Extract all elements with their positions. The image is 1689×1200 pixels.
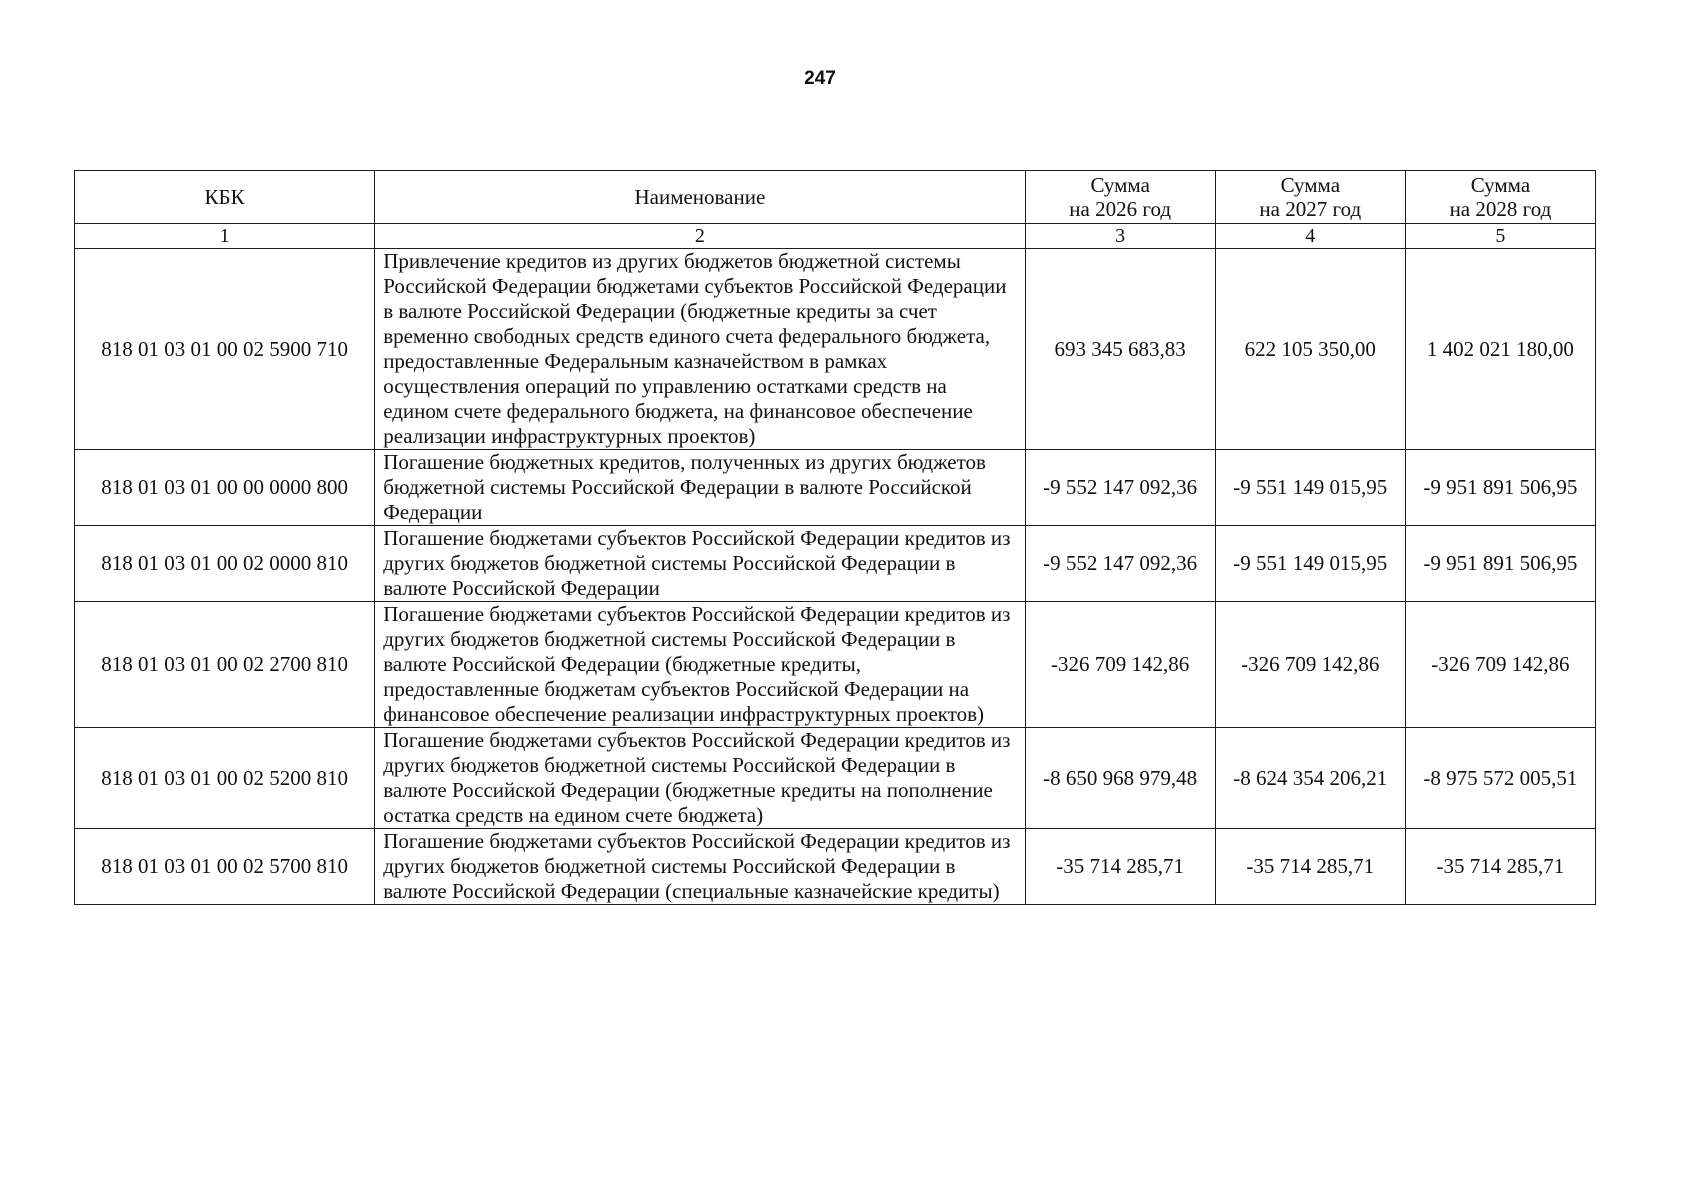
sum-2026-cell: 693 345 683,83 xyxy=(1025,249,1215,450)
sum-2028-cell: -326 709 142,86 xyxy=(1405,602,1595,728)
sum-2026-cell: -35 714 285,71 xyxy=(1025,829,1215,905)
header-sum-2028-line1: Сумма xyxy=(1470,173,1531,197)
sum-2027-cell: -9 551 149 015,95 xyxy=(1215,450,1405,526)
sum-2027-cell: -35 714 285,71 xyxy=(1215,829,1405,905)
header-sum-2026 xyxy=(1025,171,1215,224)
name-cell: Привлечение кредитов из других бюджетов бюджетной системы Российской Федерации бюджетами субъектов Российской Федерации в валюте Российской Федерации (бюджетные кредиты за счет временно свободных средств единого счета федерального бюджета, предоставленные Федеральным казначейством в рамках осуществления операций по управлению остатками средств на едином счете федерального бюджета, на финансовое обеспечение реализации инфраструктурных проектов) xyxy=(375,249,1025,450)
sum-2026-cell: -9 552 147 092,36 xyxy=(1025,450,1215,526)
column-number: 2 xyxy=(375,224,1025,249)
sum-2027-cell: -326 709 142,86 xyxy=(1215,602,1405,728)
table-row xyxy=(75,728,1596,829)
name-cell: Погашение бюджетами субъектов Российской Федерации кредитов из других бюджетов бюджетной системы Российской Федерации в валюте Российской Федерации (бюджетные кредиты, предоставленные бюджетам субъектов Российской Федерации на финансовое обеспечение реализации инфраструктурных проектов) xyxy=(375,602,1025,728)
sum-2028-cell: -9 951 891 506,95 xyxy=(1405,450,1595,526)
column-number: 4 xyxy=(1215,224,1405,249)
sum-2028-cell: -8 975 572 005,51 xyxy=(1405,728,1595,829)
header-sum-2027-line1: Сумма xyxy=(1280,173,1341,197)
header-kbk: КБК xyxy=(75,171,375,224)
table-row xyxy=(75,602,1596,728)
sum-2028-cell: 1 402 021 180,00 xyxy=(1405,249,1595,450)
table-row xyxy=(75,829,1596,905)
kbk-cell: 818 01 03 01 00 02 0000 810 xyxy=(75,526,375,602)
column-number-row xyxy=(75,224,1596,249)
header-sum-2026-line1: Сумма xyxy=(1090,173,1150,197)
sum-2027-cell: -8 624 354 206,21 xyxy=(1215,728,1405,829)
table-header-row xyxy=(75,171,1596,224)
sum-2027-cell: 622 105 350,00 xyxy=(1215,249,1405,450)
name-cell: Погашение бюджетами субъектов Российской Федерации кредитов из других бюджетов бюджетной системы Российской Федерации в валюте Российской Федерации xyxy=(375,526,1025,602)
sum-2026-cell: -8 650 968 979,48 xyxy=(1025,728,1215,829)
table-row xyxy=(75,249,1596,450)
sum-2028-cell: -35 714 285,71 xyxy=(1405,829,1595,905)
header-sum-2027 xyxy=(1215,171,1405,224)
kbk-cell: 818 01 03 01 00 02 2700 810 xyxy=(75,602,375,728)
sum-2026-cell: -326 709 142,86 xyxy=(1025,602,1215,728)
name-cell: Погашение бюджетных кредитов, полученных из других бюджетов бюджетной системы Российской Федерации в валюте Российской Федерации xyxy=(375,450,1025,526)
header-sum-2026-line2: на 2026 год xyxy=(1069,197,1172,221)
budget-table xyxy=(74,170,1596,905)
sum-2026-cell: -9 552 147 092,36 xyxy=(1025,526,1215,602)
name-cell: Погашение бюджетами субъектов Российской Федерации кредитов из других бюджетов бюджетной системы Российской Федерации в валюте Российской Федерации (специальные казначейские кредиты) xyxy=(375,829,1025,905)
header-sum-2027-line2: на 2027 год xyxy=(1259,197,1362,221)
header-name: Наименование xyxy=(375,171,1025,224)
sum-2028-cell: -9 951 891 506,95 xyxy=(1405,526,1595,602)
header-sum-2028-line2: на 2028 год xyxy=(1449,197,1552,221)
kbk-cell: 818 01 03 01 00 02 5900 710 xyxy=(75,249,375,450)
kbk-cell: 818 01 03 01 00 02 5200 810 xyxy=(75,728,375,829)
table-row xyxy=(75,526,1596,602)
table-row xyxy=(75,450,1596,526)
header-sum-2028 xyxy=(1405,171,1595,224)
kbk-cell: 818 01 03 01 00 00 0000 800 xyxy=(75,450,375,526)
column-number: 5 xyxy=(1405,224,1595,249)
name-cell: Погашение бюджетами субъектов Российской Федерации кредитов из других бюджетов бюджетной системы Российской Федерации в валюте Российской Федерации (бюджетные кредиты на пополнение остатка средств на едином счете бюджета) xyxy=(375,728,1025,829)
column-number: 3 xyxy=(1025,224,1215,249)
page-number: 247 xyxy=(804,68,836,89)
column-number: 1 xyxy=(75,224,375,249)
kbk-cell: 818 01 03 01 00 02 5700 810 xyxy=(75,829,375,905)
sum-2027-cell: -9 551 149 015,95 xyxy=(1215,526,1405,602)
